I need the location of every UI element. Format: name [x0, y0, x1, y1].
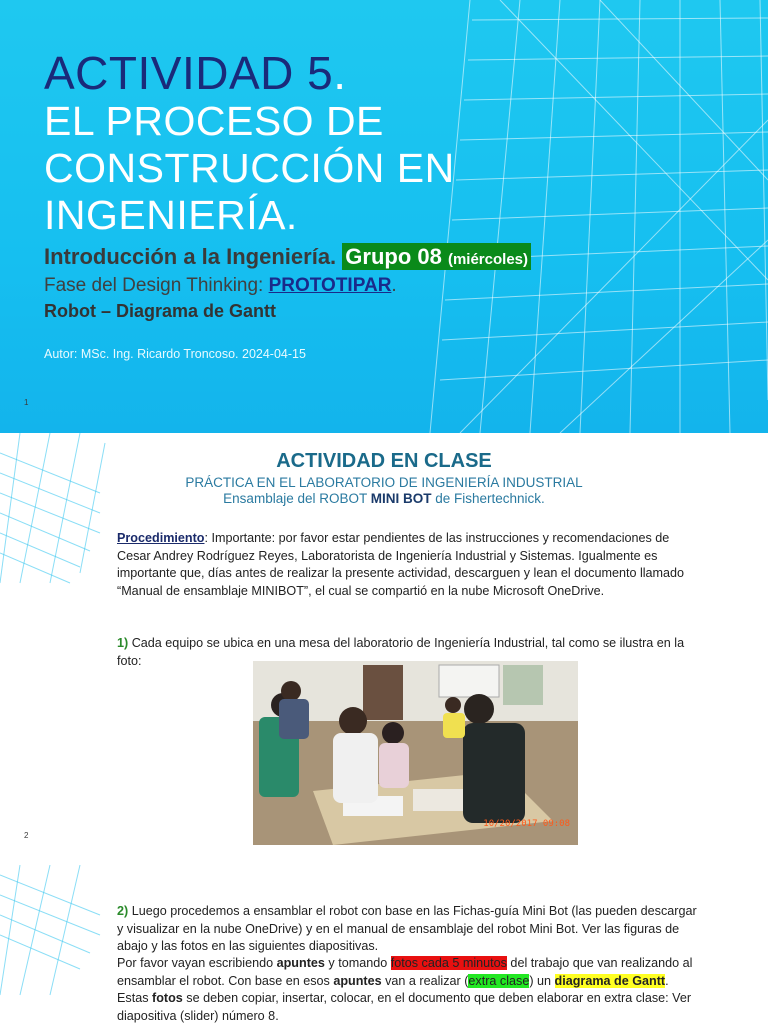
page-number: 2 [24, 831, 29, 840]
phase-end: . [391, 275, 397, 296]
subheading2-minibot: MINI BOT [370, 491, 432, 506]
step1-text: Cada equipo se ubica en una mesa del laboratorio de Ingeniería Industrial, tal como se ilustra en la foto: [117, 636, 685, 668]
activity-subheading-2 [0, 491, 768, 506]
lab-photo-image [253, 661, 578, 845]
course-name: Introducción a la Ingeniería. [44, 244, 343, 269]
notes-text-f: . Estas [117, 973, 669, 1005]
subheading2-post: de Fishertechnick. [431, 491, 545, 506]
procedure-text: : Importante: por favor estar pendientes de las instrucciones y recomendaciones de Cesar Andrey Rodríguez Reyes, Laboratorista de Ingeniería Industrial y Sistemas. Igualmente es importante que, días antes de realizar la presente actividad, descarguen y lean el documento llamado “Manual de ensamblaje MINIBOT”, el cual se compartió en la nube Microsoft OneDrive. [117, 531, 685, 598]
step1-number: 1) [117, 636, 129, 650]
group-day: (miércoles) [447, 251, 529, 268]
author-line: Autor: MSc. Ing. Ricardo Troncoso. 2024-04-15 [44, 347, 306, 361]
corner-wireframe-graphic [0, 865, 110, 1024]
lab-photo [253, 661, 578, 845]
assembly-slide [0, 865, 768, 1024]
phase-prototipar: PROTOTIPAR [268, 275, 392, 296]
notes-gantt-highlight: diagrama de Gantt [554, 973, 666, 988]
title-text: ACTIVIDAD 5 [44, 47, 334, 99]
notes-apuntes-2: apuntes [333, 973, 382, 988]
notes-text-e: ) un [529, 973, 555, 988]
group-badge [342, 243, 531, 270]
notes-text-c: del trabajo que van realizando al ensamblar el robot. Con base en esos [117, 956, 693, 988]
title-dot: . [333, 47, 347, 99]
notes-text-a: Por favor vayan escribiendo [117, 956, 277, 970]
page-number: 1 [24, 398, 29, 407]
notes-text-d: van a realizar ( [381, 973, 469, 988]
step2-paragraph [117, 903, 697, 956]
topic-subtitle: Robot – Diagrama de Gantt [44, 301, 277, 321]
activity-slide [0, 433, 768, 865]
course-subtitle [44, 244, 531, 270]
notes-text-g: se deben copiar, insertar, colocar, en el documento que deben elaborar en extra clase: Ver diapositiva (slider) número 8. [117, 991, 692, 1023]
notes-paragraph [117, 955, 697, 1024]
step2-number: 2) [117, 904, 129, 918]
notes-apuntes: apuntes [276, 956, 325, 970]
title-slide [0, 0, 768, 433]
design-thinking-phase [44, 275, 397, 297]
photo-timestamp: 10/20/2017 09:08 [483, 819, 570, 829]
notes-text-b: y tomando [324, 956, 391, 970]
slide-title-line1 [44, 48, 347, 98]
procedure-label: Procedimiento [117, 531, 205, 545]
step2-text: Luego procedemos a ensamblar el robot con base en las Fichas-guía Mini Bot (las pueden descargar y visualizar en la nube OneDrive) y en el manual de ensamblaje del robot Mini Bot. Ver las figuras de abajo y las fotos en las siguientes diapositivas. [117, 904, 697, 953]
slide-title-line2: EL PROCESO DE CONSTRUCCIÓN EN INGENIERÍA. [44, 98, 455, 238]
notes-extra-clase-highlight: extra clase [468, 973, 530, 988]
notes-fotos-highlight: fotos cada 5 minutos [390, 956, 507, 970]
activity-heading: ACTIVIDAD EN CLASE [276, 450, 492, 472]
subheading2-pre: Ensamblaje del ROBOT [223, 491, 371, 506]
activity-subheading-1: PRÁCTICA EN EL LABORATORIO DE INGENIERÍA INDUSTRIAL [185, 475, 583, 490]
phase-label: Fase del Design Thinking: [44, 275, 269, 296]
procedure-paragraph [117, 530, 697, 600]
notes-fotos: fotos [152, 991, 183, 1005]
group-label: Grupo 08 [345, 244, 448, 269]
